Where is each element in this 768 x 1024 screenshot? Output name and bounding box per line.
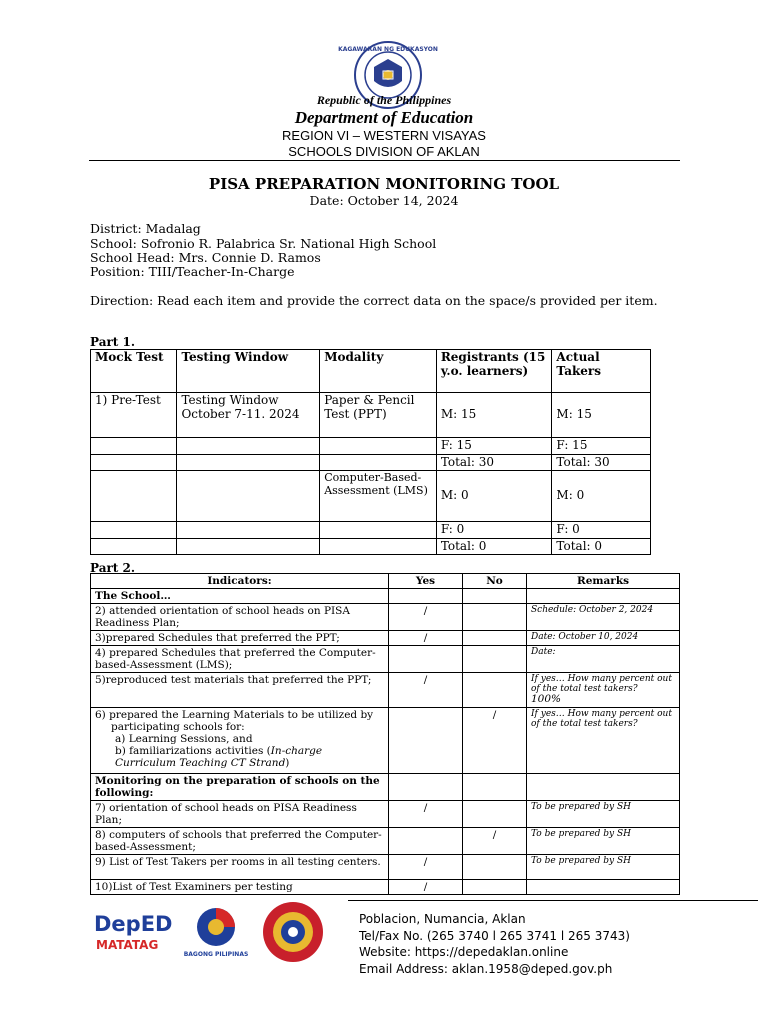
deped-logo-text: DepED <box>94 912 173 936</box>
header-indicators: Indicators: <box>91 574 389 589</box>
cell-mock <box>91 471 177 522</box>
no-cell <box>463 631 527 646</box>
indicator-cell: 4) prepared Schedules that preferred the Computer-based-Assessment (LMS); <box>91 646 389 673</box>
indicator-cell: 3)prepared Schedules that preferred the PPT; <box>91 631 389 646</box>
header-actual-takers: Actual Takers <box>552 350 651 393</box>
yes-cell <box>389 589 463 604</box>
no-cell <box>463 774 527 801</box>
remarks-question: If yes… How many percent out of the total test takers? <box>531 674 672 694</box>
no-cell: / <box>463 828 527 855</box>
bagong-pilipinas-text: BAGONG PILIPINAS <box>183 951 249 958</box>
cell-mock <box>91 438 177 455</box>
indicator-sub-b: b) familiarizations activities (In-charge Curriculum Teaching CT Strand) <box>115 745 323 769</box>
indicator-cell: 7) orientation of school heads on PISA Readiness Plan; <box>91 801 389 828</box>
cell-modality: Computer-Based-Assessment (LMS) <box>320 471 437 522</box>
indicator-cell: 9) List of Test Takers per rooms in all testing centers. <box>91 855 389 880</box>
cell-mock <box>91 454 177 471</box>
header-remarks: Remarks <box>527 574 680 589</box>
yes-cell: / <box>389 604 463 631</box>
no-cell <box>463 646 527 673</box>
aklan-division-seal-icon <box>262 901 324 963</box>
footer-telfax: Tel/Fax No. (265 3740 l 265 3741 l 265 3743) <box>359 928 630 943</box>
direction-text: Direction: Read each item and provide the correct data on the space/s provided per item. <box>90 293 658 308</box>
cell-actual: F: 0 <box>552 522 651 539</box>
cell-mock <box>91 522 177 539</box>
department-name: Department of Education <box>294 108 474 127</box>
header-divider <box>89 160 680 161</box>
cell-window <box>177 454 320 471</box>
deped-matatag-logo <box>92 905 178 961</box>
header-yes: Yes <box>389 574 463 589</box>
cell-actual: Total: 0 <box>552 538 651 555</box>
no-cell <box>463 880 527 895</box>
remarks-cell <box>527 880 680 895</box>
remarks-cell <box>527 774 680 801</box>
yes-cell: / <box>389 801 463 828</box>
no-cell: / <box>463 708 527 774</box>
cell-modality <box>320 454 437 471</box>
indicator-cell: The School… <box>91 589 389 604</box>
school-line: School: Sofronio R. Palabrica Sr. National High School <box>90 236 437 251</box>
header-testing-window: Testing Window <box>177 350 320 393</box>
remarks-cell: To be prepared by SH <box>527 801 680 828</box>
remarks-cell: To be prepared by SH <box>527 855 680 880</box>
part2-label: Part 2. <box>90 561 136 575</box>
cell-reg: M: 0 <box>436 471 552 522</box>
yes-cell: / <box>389 855 463 880</box>
no-cell <box>463 673 527 708</box>
indicator-cell <box>91 708 389 774</box>
no-cell <box>463 801 527 828</box>
cell-mock <box>91 538 177 555</box>
cell-reg: Total: 0 <box>436 538 552 555</box>
no-cell <box>463 604 527 631</box>
cell-reg: F: 0 <box>436 522 552 539</box>
indicator-main: 6) prepared the Learning Materials to be utilized by participating schools for: <box>95 709 374 733</box>
cell-mock: 1) Pre-Test <box>91 393 177 438</box>
cell-modality: Paper & Pencil Test (PPT) <box>320 393 437 438</box>
indicator-cell: 10)List of Test Examiners per testing <box>91 880 389 895</box>
svg-text:KAGAWARAN NG EDUKASYON: KAGAWARAN NG EDUKASYON <box>338 46 438 53</box>
footer-contact <box>359 911 630 977</box>
cell-reg: F: 15 <box>436 438 552 455</box>
yes-cell: / <box>389 880 463 895</box>
remarks-cell <box>527 673 680 708</box>
footer-email: Email Address: aklan.1958@deped.gov.ph <box>359 961 613 976</box>
footer-address: Poblacion, Numancia, Aklan <box>359 912 526 926</box>
cell-modality <box>320 438 437 455</box>
footer-divider <box>348 900 758 901</box>
remarks-cell: Date: October 10, 2024 <box>527 631 680 646</box>
remarks-percent: 100% <box>531 693 562 705</box>
school-head-line: School Head: Mrs. Connie D. Ramos <box>90 250 321 265</box>
position-line: Position: TIII/Teacher-In-Charge <box>90 264 295 279</box>
indicator-cell: 5)reproduced test materials that preferred the PPT; <box>91 673 389 708</box>
cell-reg: Total: 30 <box>436 454 552 471</box>
bagong-pilipinas-logo <box>184 905 248 961</box>
part2-table <box>90 573 680 895</box>
district-line: District: Madalag <box>90 221 201 236</box>
remarks-cell: Date: <box>527 646 680 673</box>
cell-window <box>177 438 320 455</box>
remarks-cell: Schedule: October 2, 2024 <box>527 604 680 631</box>
remarks-cell: To be prepared by SH <box>527 828 680 855</box>
cell-window <box>177 538 320 555</box>
cell-actual: F: 15 <box>552 438 651 455</box>
indicator-cell: 2) attended orientation of school heads on PISA Readiness Plan; <box>91 604 389 631</box>
cell-modality <box>320 522 437 539</box>
cell-reg: M: 15 <box>436 393 552 438</box>
yes-cell: / <box>389 631 463 646</box>
yes-cell <box>389 774 463 801</box>
cell-window <box>177 471 320 522</box>
cell-modality <box>320 538 437 555</box>
cell-window: Testing Window October 7-11. 2024 <box>177 393 320 438</box>
remarks-cell: If yes… How many percent out of the total test takers? <box>527 708 680 774</box>
yes-cell: / <box>389 673 463 708</box>
yes-cell <box>389 828 463 855</box>
header-modality: Modality <box>320 350 437 393</box>
no-cell <box>463 589 527 604</box>
cell-actual: Total: 30 <box>552 454 651 471</box>
footer-website: Website: https://depedaklan.online <box>359 945 569 959</box>
document-title: PISA PREPARATION MONITORING TOOL <box>208 175 560 193</box>
no-cell <box>463 855 527 880</box>
indicator-cell: Monitoring on the preparation of schools on the following: <box>91 774 389 801</box>
republic-line: Republic of the Philippines <box>316 93 452 107</box>
remarks-cell <box>527 589 680 604</box>
indicator-cell: 8) computers of schools that preferred the Computer-based-Assessment; <box>91 828 389 855</box>
header-mock-test: Mock Test <box>91 350 177 393</box>
part1-label: Part 1. <box>90 335 136 349</box>
header-no: No <box>463 574 527 589</box>
yes-cell <box>389 646 463 673</box>
division-line: SCHOOLS DIVISION OF AKLAN <box>288 144 480 159</box>
region-line: REGION VI – WESTERN VISAYAS <box>282 128 486 143</box>
cell-actual: M: 0 <box>552 471 651 522</box>
header-registrants: Registrants (15 y.o. learners) <box>436 350 552 393</box>
indicator-sub-a: a) Learning Sessions, and <box>115 733 253 745</box>
cell-window <box>177 522 320 539</box>
cell-actual: M: 15 <box>552 393 651 438</box>
document-date: Date: October 14, 2024 <box>309 193 459 208</box>
yes-cell <box>389 708 463 774</box>
matatag-logo-text: MATATAG <box>96 938 159 952</box>
part1-table <box>90 349 651 555</box>
